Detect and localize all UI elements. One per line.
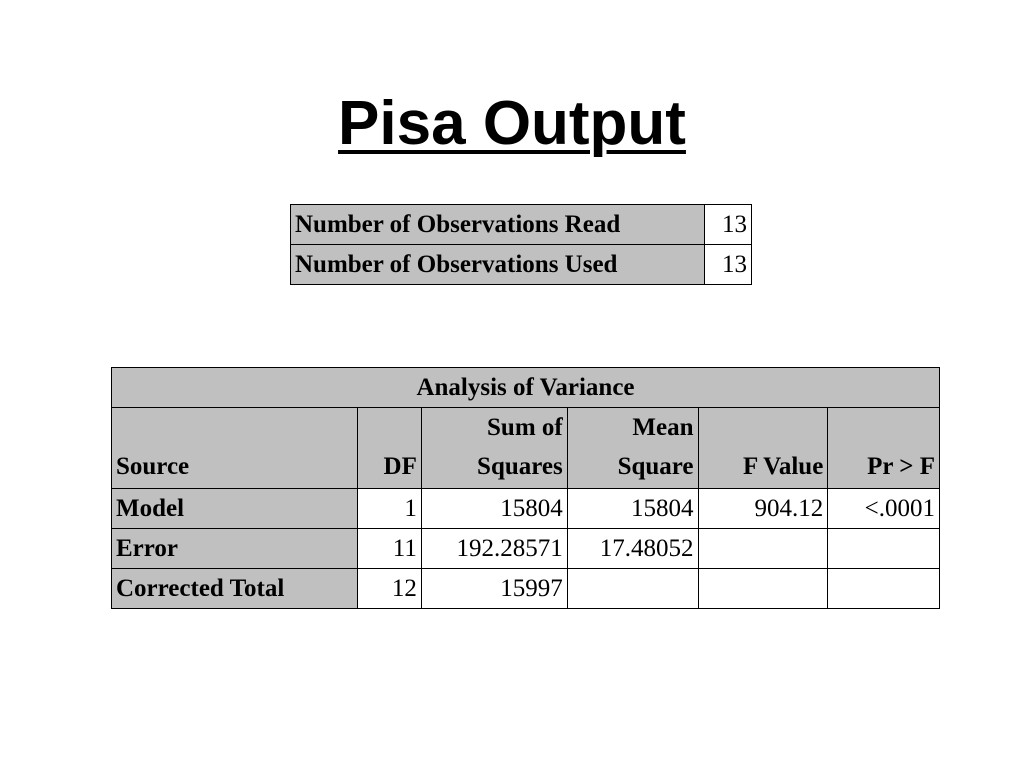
row-df: 11 [358, 529, 421, 569]
col-header-pr-f: Pr > F [828, 408, 940, 489]
anova-table [111, 367, 940, 609]
col-header-ss-line2: Squares [477, 453, 563, 480]
row-ms: 17.48052 [567, 529, 698, 569]
observations-used-value: 13 [705, 245, 752, 285]
table-row [112, 489, 940, 529]
row-df: 1 [358, 489, 421, 529]
row-pr [828, 529, 940, 569]
observations-read-label: Number of Observations Read [291, 205, 705, 245]
table-row [291, 245, 752, 285]
row-source: Error [112, 529, 358, 569]
row-fvalue [698, 569, 828, 609]
anova-caption-row [112, 368, 940, 408]
col-header-source: Source [112, 408, 358, 489]
row-ms [567, 569, 698, 609]
anova-header-row [112, 408, 940, 489]
row-ms: 15804 [567, 489, 698, 529]
observations-read-value: 13 [705, 205, 752, 245]
row-ss: 15804 [421, 489, 567, 529]
table-row [291, 205, 752, 245]
row-ss: 192.28571 [421, 529, 567, 569]
row-source: Model [112, 489, 358, 529]
table-row [112, 569, 940, 609]
col-header-ms-line2: Square [617, 453, 694, 480]
row-fvalue [698, 529, 828, 569]
row-source: Corrected Total [112, 569, 358, 609]
col-header-ms-line1: Mean [632, 414, 694, 441]
col-header-ss-line1: Sum of [487, 414, 563, 441]
col-header-f-value: F Value [698, 408, 828, 489]
page-title-text: Pisa Output [338, 89, 686, 158]
page-title [0, 88, 1024, 160]
observations-used-label: Number of Observations Used [291, 245, 705, 285]
col-header-mean-square [567, 408, 698, 489]
row-ss: 15997 [421, 569, 567, 609]
col-header-sum-of-squares [421, 408, 567, 489]
row-pr [828, 569, 940, 609]
col-header-df: DF [358, 408, 421, 489]
observations-table [290, 204, 752, 285]
row-fvalue: 904.12 [698, 489, 828, 529]
table-row [112, 529, 940, 569]
anova-caption: Analysis of Variance [112, 368, 940, 408]
row-pr: <.0001 [828, 489, 940, 529]
row-df: 12 [358, 569, 421, 609]
